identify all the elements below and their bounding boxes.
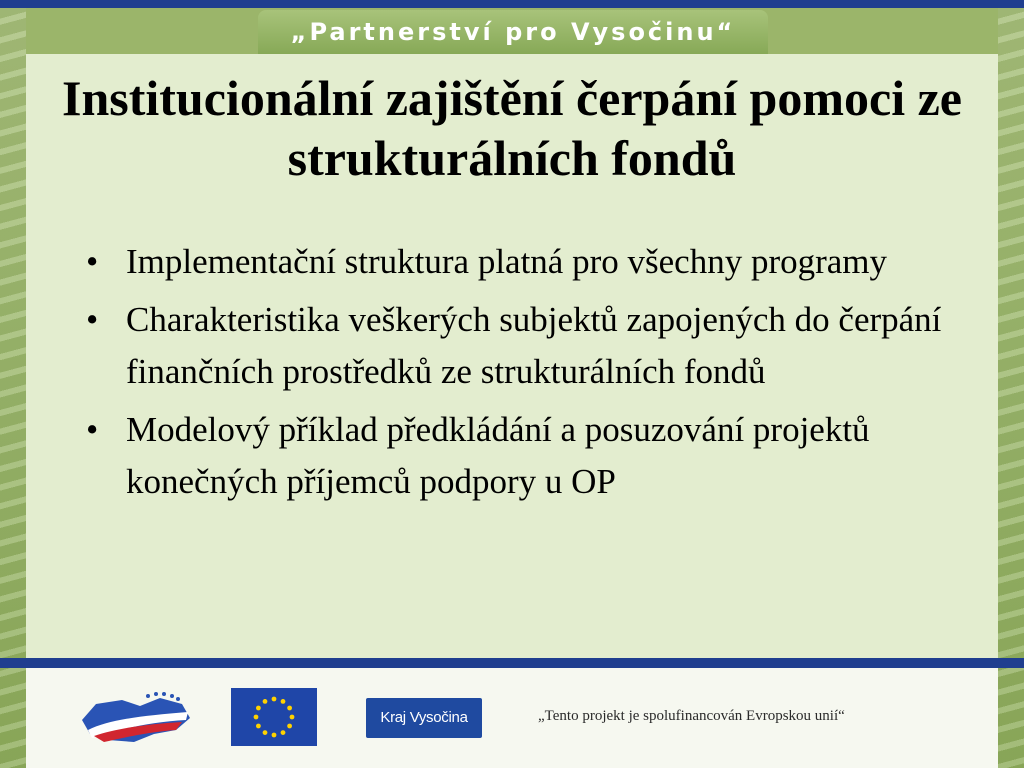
bullet-item: • Implementační struktura platná pro všechny programy <box>86 236 946 288</box>
bullet-item: • Modelový příklad předkládání a posuzování projektů konečných příjemců podpory u OP <box>86 404 946 508</box>
left-leaf-border <box>0 0 26 768</box>
eu-stars-icon <box>231 688 317 746</box>
bullet-list <box>86 236 946 514</box>
right-leaf-border <box>998 0 1024 768</box>
czech-republic-map-logo <box>78 690 194 750</box>
bottom-blue-line <box>0 658 1024 668</box>
eu-flag-logo <box>231 688 317 746</box>
bullet-item: • Charakteristika veškerých subjektů zapojených do čerpání finančních prostředků ze strukturálních fondů <box>86 294 946 398</box>
top-blue-line <box>0 0 1024 8</box>
slide-title: Institucionální zajištění čerpání pomoci ze strukturálních fondů <box>62 70 962 186</box>
header-banner: „Partnerství pro Vysočinu“ <box>258 10 768 54</box>
footer <box>26 668 998 768</box>
kraj-vysocina-logo: Kraj Vysočina <box>366 698 482 738</box>
cofinancing-note: „Tento projekt je spolufinancován Evropskou unií“ <box>538 708 845 724</box>
